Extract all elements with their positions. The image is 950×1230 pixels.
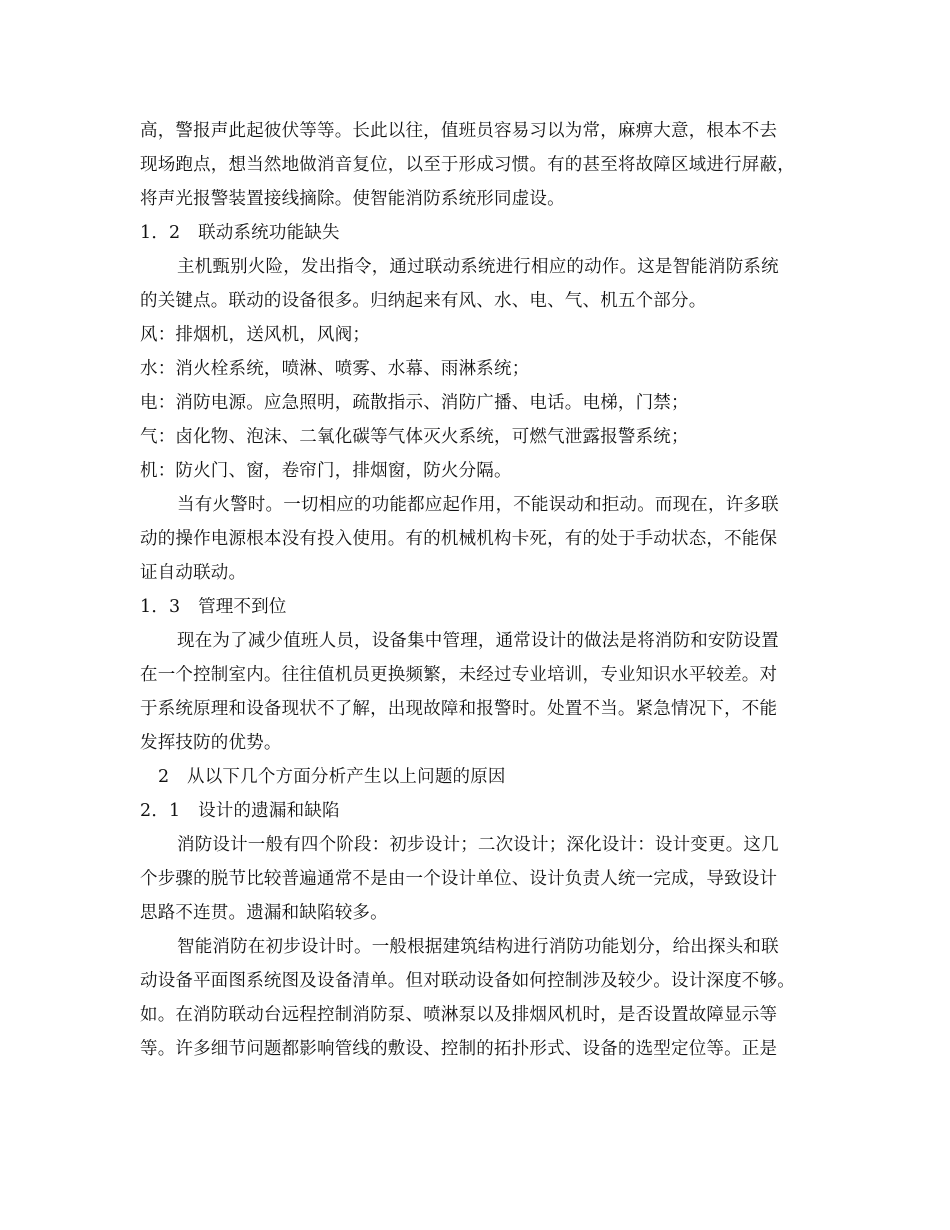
document-page xyxy=(140,114,820,1066)
paragraph-first-line: 智能消防在初步设计时。一般根据建筑结构进行消防功能划分，给出探头和联 xyxy=(177,937,779,957)
body-line: 现场跑点，想当然地做消音复位，以至于形成习惯。有的甚至将故障区域进行屏蔽， xyxy=(140,155,795,175)
section-heading: 1．3 管理不到位 xyxy=(140,597,287,617)
section-heading: 2．1 设计的遗漏和缺陷 xyxy=(140,801,340,821)
list-line: 气：卤化物、泡沫、二氧化碳等气体灭火系统，可燃气泄露报警系统； xyxy=(140,427,689,447)
body-line: 的关键点。联动的设备很多。归纳起来有风、水、电、气、机五个部分。 xyxy=(140,291,707,311)
list-line: 水：消火栓系统，喷淋、喷雾、水幕、雨淋系统； xyxy=(140,359,530,379)
body-line: 思路不连贯。遗漏和缺陷较多。 xyxy=(140,903,388,923)
body-line: 证自动联动。 xyxy=(140,563,247,583)
body-line: 动的操作电源根本没有投入使用。有的机械机构卡死，有的处于手动状态，不能保 xyxy=(140,529,778,549)
paragraph-first-line: 现在为了减少值班人员，设备集中管理，通常设计的做法是将消防和安防设置 xyxy=(177,631,779,651)
body-line: 于系统原理和设备现状不了解，出现故障和报警时。处置不当。紧急情况下，不能 xyxy=(140,699,778,719)
list-line: 风：排烟机，送风机，风阀； xyxy=(140,325,371,345)
body-line: 动设备平面图系统图及设备清单。但对联动设备如何控制涉及较少。设计深度不够。 xyxy=(140,971,795,991)
body-line: 将声光报警装置接线摘除。使智能消防系统形同虚设。 xyxy=(140,189,565,209)
paragraph-first-line: 主机甄别火险，发出指令，通过联动系统进行相应的动作。这是智能消防系统 xyxy=(177,257,779,277)
body-line: 在一个控制室内。往往值机员更换频繁，未经过专业培训，专业知识水平较差。对 xyxy=(140,665,778,685)
body-line: 高，警报声此起彼伏等等。长此以往，值班员容易习以为常，麻痹大意，根本不去 xyxy=(140,121,778,141)
list-line: 电：消防电源。应急照明，疏散指示、消防广播、电话。电梯，门禁； xyxy=(140,393,689,413)
body-line: 等。许多细节问题都影响管线的敷设、控制的拓扑形式、设备的选型定位等。正是 xyxy=(140,1039,778,1059)
list-line: 机：防火门、窗，卷帘门，排烟窗，防火分隔。 xyxy=(140,461,512,481)
paragraph-first-line: 当有火警时。一切相应的功能都应起作用，不能误动和拒动。而现在，许多联 xyxy=(177,495,779,515)
chapter-heading: 2 从以下几个方面分析产生以上问题的原因 xyxy=(158,767,506,787)
paragraph-first-line: 消防设计一般有四个阶段：初步设计；二次设计；深化设计：设计变更。这几 xyxy=(177,835,779,855)
body-line: 发挥技防的优势。 xyxy=(140,733,282,753)
body-line: 如。在消防联动台远程控制消防泵、喷淋泵以及排烟风机时，是否设置故障显示等 xyxy=(140,1005,778,1025)
section-heading: 1．2 联动系统功能缺失 xyxy=(140,223,340,243)
body-line: 个步骤的脱节比较普遍通常不是由一个设计单位、设计负责人统一完成，导致设计 xyxy=(140,869,778,889)
